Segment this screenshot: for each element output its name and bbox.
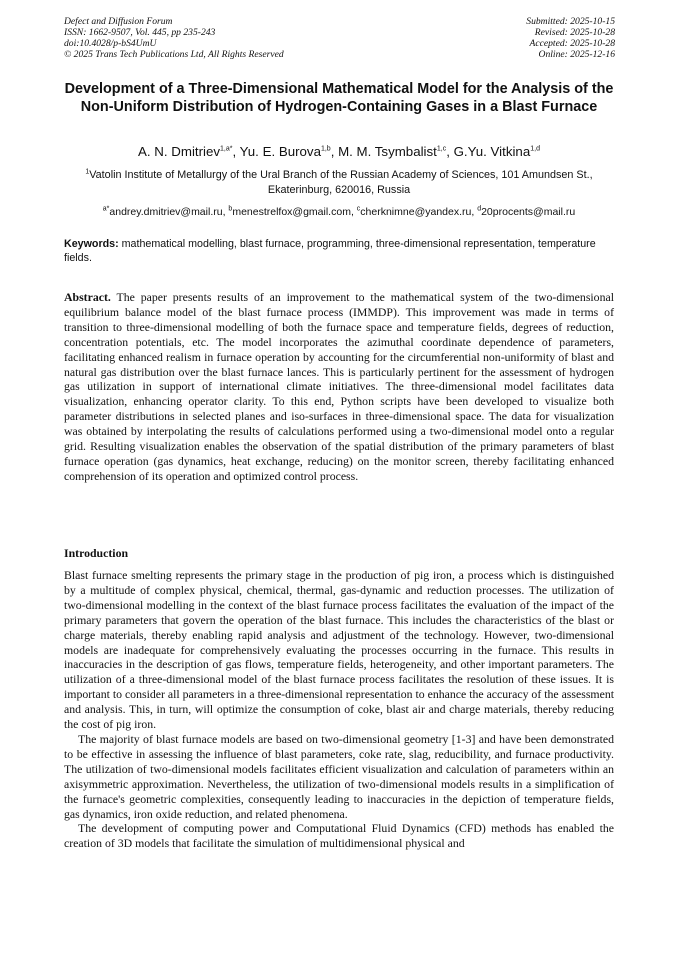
email-link[interactable]: $^d$20procents@mail.ru <box>477 205 576 218</box>
affiliation: $^1$Vatolin Institute of Metallurgy of the Ural Branch of the Russian Academy of Sciences, 101 Amundsen St., Ekaterinburg, 620016, Russia <box>85 168 593 196</box>
introduction-body <box>64 568 614 851</box>
copyright: © 2025 Trans Tech Publications Ltd, All Rights Reserved <box>64 49 284 60</box>
author: Yu. E. Burova$^{1,b}$, <box>239 144 339 159</box>
paragraph: The development of computing power and Computational Fluid Dynamics (CFD) methods has enabled the creation of 3D models that facilitate the simulation of multidimensional physical and <box>64 821 614 851</box>
email-link[interactable]: $^{a*}$andrey.dmitriev@mail.ru <box>102 205 223 218</box>
revised-date: Revised: 2025-10-28 <box>534 27 615 38</box>
keywords-text: mathematical modelling, blast furnace, programming, three-dimensional representation, temperature fields. <box>64 238 596 264</box>
issn-volume: ISSN: 1662-9507, Vol. 445, pp 235-243 <box>64 27 216 38</box>
author: G.Yu. Vitkina$^{1,d}$ <box>453 144 540 159</box>
accepted-date: Accepted: 2025-10-28 <box>529 38 615 49</box>
abstract <box>64 290 614 484</box>
paragraph: The majority of blast furnace models are based on two-dimensional geometry [1-3] and have been demonstrated to be effective in assessing the influence of blast parameters, coke rate, slag, reducibility, and furnace productivity. The utilization of two-dimensional models facilitates efficient visualization and calculation of parameters within an axisymmetric approximation. Nevertheless, the utilization of two-dimensional models results in a simplification of the furnace's geometric complexities, consequently leading to inaccuracies in the depiction of temperature fields, gas dynamics, iron oxide reduction, and related phenomena. <box>64 731 614 821</box>
online-date: Online: 2025-12-16 <box>538 49 615 60</box>
journal-info <box>64 16 284 60</box>
section-heading-introduction: Introduction <box>64 546 129 560</box>
email-link[interactable]: $^b$menestrelfox@gmail.com <box>228 205 351 218</box>
author-emails: $^{a*}$andrey.dmitriev@mail.ru, $^b$menestrelfox@gmail.com, $^c$cherknimne@yandex.ru, $^d$20procents@mail.ru <box>102 205 576 218</box>
paper-title: Development of a Three-Dimensional Mathematical Model for the Analysis of the Non-Uniform Distribution of Hydrogen-Containing Gases in a Blast Furnace <box>64 81 614 115</box>
author: A. N. Dmitriev$^{1,a*}$, <box>138 144 240 159</box>
journal-name: Defect and Diffusion Forum <box>64 16 173 27</box>
keywords <box>64 238 614 265</box>
doi: doi:10.4028/p-bS4UmU <box>64 38 157 49</box>
paragraph: Blast furnace smelting represents the primary stage in the production of pig iron, a process which is distinguished by a multitude of complex physical, chemical, thermal, gas-dynamic and reduction processes. The utilization of two-dimensional modelling in the context of the blast furnace process facilitates the evaluation of the impact of the primary parameters that govern the operation of the blast furnace. This includes the characteristics of the blast or charge materials, thereby enabling rapid analysis and adjustment of the technology. However, two-dimensional models are inadequate for comprehensively evaluating the processes occurring in the furnace. This results in inaccuracies in the description of gas flows, temperature fields, heterogeneity, and other important parameters. The utilization of a three-dimensional model of the blast furnace process facilitates the resolution of these issues. It is important to consider all parameters in a three-dimensional representation to enhance the accuracy of the assessment and analysis. This, in turn, will optimize the consumption of coke, blast air and charge materials, thereby reducing the cost of pig iron. <box>64 568 614 732</box>
submitted-date: Submitted: 2025-10-15 <box>526 16 615 27</box>
abstract-label: Abstract. <box>64 290 111 304</box>
publication-dates <box>526 16 615 60</box>
abstract-text: The paper presents results of an improvement to the mathematical system of the two-dimensional equilibrium balance model of the blast furnace process (IMMDP). This improvement was made in terms of transition to three-dimensional modelling of both the furnace space and temperature fields, degrees of reduction, concentration potentials, etc. The model incorporates the azimuthal coordinate dependence of parameters, facilitating enhanced realism in furnace operation by accounting for the circumferential non-uniformity of blast and natural gas distribution over the blast furnace lances. This is particularly pertinent for the assessment of hydrogen gas utilization in support of international climate initiatives. The three-dimensional model facilitates data visualization, enhancing operator clarity. To this end, Python scripts have been developed to visualize both parameter distributions in selected planes and iso-surfaces in three-dimensional space. The data for visualization was obtained by interpolating the results of calculations performed using a two-dimensional model onto a regular grid. Resulting visualization enables the observation of the spatial distribution of the primary parameters of blast furnace operation (gas dynamics, heat exchange, reducing) on the monitor screen, thereby facilitating enhanced comprehension of its operation and optimized control process. <box>64 290 614 483</box>
author-list <box>64 143 614 160</box>
keywords-label: Keywords: <box>64 238 119 250</box>
email-link[interactable]: $^c$cherknimne@yandex.ru <box>356 205 472 218</box>
author: M. M. Tsymbalist$^{1,c}$, <box>338 144 454 159</box>
